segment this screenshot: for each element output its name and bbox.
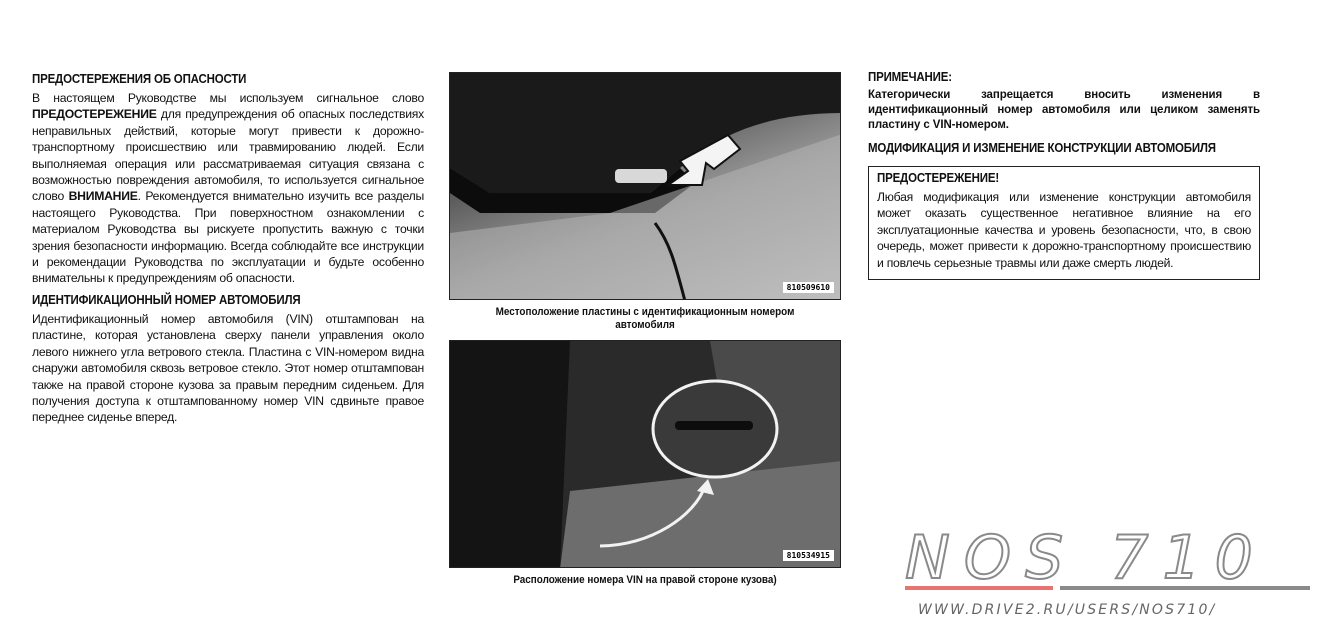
watermark-logo-text: NOS 710 xyxy=(905,528,1267,593)
photo-code: 810534915 xyxy=(783,550,834,561)
watermark-logo xyxy=(905,528,1315,594)
caption-body-vin: Расположение номера VIN на правой стороне кузова) xyxy=(513,574,777,586)
paragraph-warnings xyxy=(32,90,424,287)
windshield-illustration xyxy=(450,73,841,300)
photo-code: 810509610 xyxy=(783,282,834,293)
watermark-url: WWW.DRIVE2.RU/USERS/NOS710/ xyxy=(918,602,1217,618)
heading-vin: ИДЕНТИФИКАЦИОННЫЙ НОМЕР АВТОМОБИЛЯ xyxy=(32,292,301,307)
warning-text: Любая модификация или изменение конструкции автомобиля может оказать существенное негативное влияние на его эксплуатационные качества и уровень безопасности, что, в свою очередь, может привести к дорожно-транспортному происшествию и повлечь серьезные травмы или даже смерть людей. xyxy=(877,190,1251,270)
interior-illustration xyxy=(450,341,841,568)
text-run: В настоящем Руководстве мы используем сигнальное слово xyxy=(32,91,424,105)
warning-box xyxy=(868,166,1260,280)
photo-body-vin-location xyxy=(449,340,841,568)
left-column xyxy=(32,72,424,426)
photo-windshield-vin-plate xyxy=(449,72,841,300)
paragraph-vin: Идентификационный номер автомобиля (VIN) отштампован на пластине, которая установлена сверху панели управления около левого нижнего угла ветрового стекла. Пластина с VIN-номером видна снаружи автомобиля сквозь ветровое стекло. Этот номер отштампован также на правой стороне кузова за правым передним сиденьем. Для получения доступа к отштампованному номер VIN сдвиньте правое переднее сиденье вперед. xyxy=(32,311,424,425)
heading-warnings: ПРЕДОСТЕРЕЖЕНИЯ ОБ ОПАСНОСТИ xyxy=(32,72,247,86)
middle-column xyxy=(449,72,841,595)
caption-vin-plate: Местоположение пластины с идентификационным номером автомобиля xyxy=(495,306,795,331)
heading-note: ПРИМЕЧАНИЕ: xyxy=(868,70,952,84)
keyword-warning: ПРЕДОСТЕРЕЖЕНИЕ xyxy=(32,107,157,122)
heading-modification: МОДИФИКАЦИЯ И ИЗМЕНЕНИЕ КОНСТРУКЦИИ АВТОМОБИЛЯ xyxy=(868,141,1216,155)
right-column xyxy=(868,70,1260,280)
keyword-attention: ВНИМАНИЕ xyxy=(68,189,138,204)
warning-heading: ПРЕДОСТЕРЕЖЕНИЕ! xyxy=(877,171,1000,185)
text-run: для предупреждения об опасных последствиях неправильных действий, которые могут привести к дорожно-транспортному происшествию или травмированию людей. Если выполняемая операция или рассматриваемая ситуация связана с возможностью повреждения автомобиля, то используется сигнальное слово xyxy=(32,107,424,204)
text-run: . Рекомендуется внимательно изучить все разделы настоящего Руководства. При поверхностном ознакомлении с материалом Руководства вы рискуете пропустить важную с точки зрения безопасности информацию. Всегда соблюдайте все инструкции и рекомендации Руководства по эксплуатации и будьте особенно внимательны к предупреждениям об опасности. xyxy=(32,189,425,286)
note-text: Категорически запрещается вносить изменения в идентификационный номер автомобиля или целиком заменять пластину с VIN-номером. xyxy=(868,89,1260,131)
